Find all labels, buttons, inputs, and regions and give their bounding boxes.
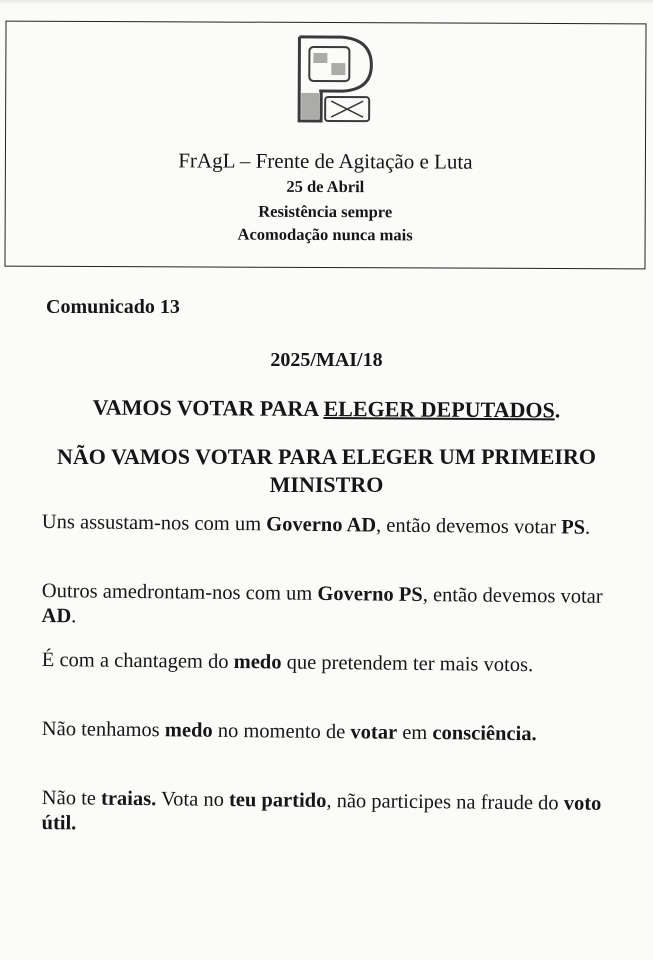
headline-period: . <box>554 397 561 423</box>
paragraph-2 <box>41 579 621 635</box>
text: , não participes na fraude do <box>326 789 564 815</box>
scan-top-edge <box>0 0 653 4</box>
paragraph-1 <box>42 510 622 541</box>
bold-text: teu partido <box>228 788 327 812</box>
text: Vota no <box>156 788 230 811</box>
headline-text: VAMOS VOTAR PARA <box>92 394 324 421</box>
bold-text: medo <box>164 719 213 742</box>
header-slogan-1: Resistência sempre <box>258 201 393 222</box>
text: Outros amedrontam-nos com um <box>41 579 318 605</box>
text: , então devemos votar <box>376 514 562 539</box>
bold-text: traias. <box>100 787 157 811</box>
paragraph-4 <box>42 717 622 748</box>
text: É com a chantagem do <box>41 648 234 674</box>
text: que pretendem ter mais votos. <box>281 651 534 677</box>
text: Não te <box>41 786 102 810</box>
text: em <box>397 721 433 745</box>
header-line-date: 25 de Abril <box>286 176 365 197</box>
text: . <box>584 516 591 539</box>
bold-text: Governo PS <box>317 582 423 606</box>
bold-text: AD <box>41 604 72 628</box>
text: Uns assustam-nos com um <box>41 510 267 536</box>
text: . <box>71 605 77 628</box>
bold-text: PS <box>561 516 586 539</box>
bold-text: medo <box>233 651 282 674</box>
headline-underlined: ELEGER DEPUTADOS <box>323 395 555 423</box>
organization-name: FrAgL – Frente de Agitação e Luta <box>178 148 473 174</box>
party-logo-icon <box>291 33 377 125</box>
bold-text: voto útil. <box>41 792 602 835</box>
text: , então devemos votar <box>422 583 603 608</box>
communique-date: 2025/MAI/18 <box>270 349 383 371</box>
paragraph-3 <box>42 648 622 679</box>
bold-text: consciência. <box>432 722 537 746</box>
text: Não tenhamos <box>41 717 165 742</box>
paragraph-5 <box>41 786 621 842</box>
text: no momento de <box>212 719 351 744</box>
letterhead-box <box>4 21 646 270</box>
headline-vote-deputies <box>0 393 653 425</box>
bold-text: Governo AD <box>266 513 377 537</box>
headline-no-prime-minister: NÃO VAMOS VOTAR PARA ELEGER UM PRIMEIRO MINISTRO <box>56 444 596 497</box>
header-slogan-2: Acomodação nunca mais <box>237 224 413 245</box>
communique-number: Comunicado 13 <box>46 296 180 318</box>
bold-text: votar <box>350 721 398 744</box>
